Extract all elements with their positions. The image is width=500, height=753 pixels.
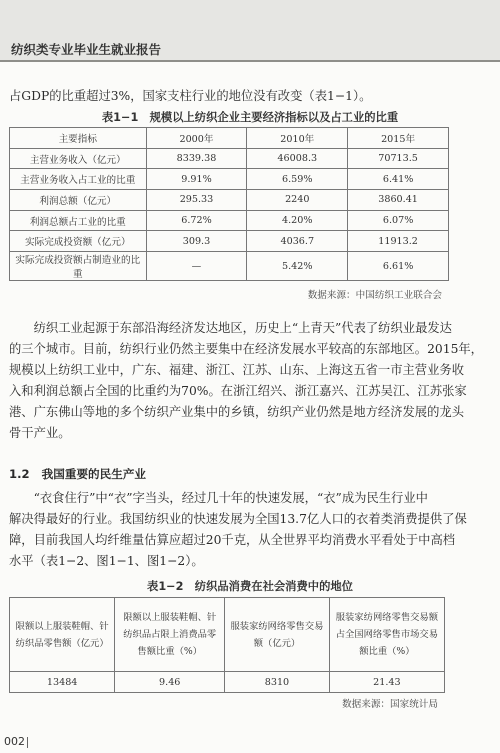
table-row bbox=[10, 672, 445, 693]
paragraph-line: 骨干产业。 bbox=[9, 426, 71, 440]
table1-cell: 6.72% bbox=[146, 210, 247, 231]
table1-source: 数据来源：中国纺织工业联合会 bbox=[307, 290, 442, 301]
table1-cell: 实际完成投资额（亿元） bbox=[10, 231, 147, 252]
table1-header-cell: 2015年 bbox=[348, 128, 449, 149]
paragraph-line: 规模以上纺织工业中，广东、福建、浙江、江苏、山东、上海这五省一市主营业务收 bbox=[9, 363, 464, 377]
paragraph-line: “衣食住行”中“衣”字当头，经过几十年的快速发展，“衣”成为民生行业中 bbox=[9, 491, 428, 505]
table-row bbox=[10, 231, 449, 252]
table2-header-cell: 限额以上服装鞋帽、针纺织品占限上消费品零售额比重（%） bbox=[115, 598, 225, 672]
header-divider bbox=[0, 60, 500, 62]
table1-cell: 6.07% bbox=[348, 210, 449, 231]
table1 bbox=[9, 127, 449, 281]
table1-cell: — bbox=[146, 252, 247, 281]
table-row bbox=[10, 169, 449, 190]
paragraph-2 bbox=[9, 488, 467, 572]
table1-cell: 46008.3 bbox=[247, 148, 348, 169]
intro-line: 占GDP的比重超过3%，国家支柱行业的地位没有改变（表1−1）。 bbox=[9, 89, 372, 103]
section-heading bbox=[9, 466, 146, 482]
section-title: 我国重要的民生产业 bbox=[41, 467, 147, 481]
table-row bbox=[10, 190, 449, 211]
table1-cell: 主营业务收入占工业的比重 bbox=[10, 169, 147, 190]
table2 bbox=[9, 597, 445, 693]
table2-source: 数据来源：国家统计局 bbox=[342, 699, 438, 710]
table1-header-cell: 2000年 bbox=[146, 128, 247, 149]
table1-cell: 4036.7 bbox=[247, 231, 348, 252]
table2-header-row bbox=[10, 598, 445, 672]
table2-caption: 表1−2 纺织品消费在社会消费中的地位 bbox=[147, 580, 353, 593]
paragraph-line: 入和利润总额占全国的比重约为70%。在浙江绍兴、浙江嘉兴、江苏吴江、江苏张家 bbox=[9, 384, 467, 398]
table1-cell: 6.41% bbox=[348, 169, 449, 190]
table1-header-cell: 2010年 bbox=[247, 128, 348, 149]
table1-cell: 6.59% bbox=[247, 169, 348, 190]
table2-cell: 21.43 bbox=[329, 672, 444, 693]
table2-header-cell: 服装家纺网络零售交易额占全国网络零售市场交易额比重（%） bbox=[329, 598, 444, 672]
table-row bbox=[10, 148, 449, 169]
table2-header-cell: 限额以上服装鞋帽、针纺织品零售额（亿元） bbox=[10, 598, 115, 672]
page-number-divider bbox=[27, 737, 28, 748]
table1-cell: 主营业务收入（亿元） bbox=[10, 148, 147, 169]
intro-text bbox=[9, 86, 447, 107]
table1-cell: 11913.2 bbox=[348, 231, 449, 252]
table2-header-cell: 服装家纺网络零售交易额（亿元） bbox=[225, 598, 330, 672]
table1-cell: 5.42% bbox=[247, 252, 348, 281]
table2-cell: 8310 bbox=[225, 672, 330, 693]
table2-cell: 9.46 bbox=[115, 672, 225, 693]
table1-cell: 8339.38 bbox=[146, 148, 247, 169]
table1-header-cell: 主要指标 bbox=[10, 128, 147, 149]
table1-cell: 70713.5 bbox=[348, 148, 449, 169]
running-header-title: 纺织类专业毕业生就业报告 bbox=[11, 42, 162, 57]
paragraph-line: 水平（表1−2、图1−1、图1−2）。 bbox=[9, 554, 204, 568]
table1-cell: 3860.41 bbox=[348, 190, 449, 211]
paragraph-line: 的三个城市。目前，纺织行业仍然主要集中在经济发展水平较高的东部地区。2015年， bbox=[9, 342, 483, 356]
table1-cell: 6.61% bbox=[348, 252, 449, 281]
running-header bbox=[0, 0, 500, 60]
paragraph-line: 纺织工业起源于东部沿海经济发达地区，历史上“上青天”代表了纺织业最发达 bbox=[9, 321, 452, 335]
paragraph-1 bbox=[9, 318, 483, 444]
table1-cell: 309.3 bbox=[146, 231, 247, 252]
table1-cell: 利润总额占工业的比重 bbox=[10, 210, 147, 231]
table1-cell: 实际完成投资额占制造业的比重 bbox=[10, 252, 147, 281]
table1-caption: 表1−1 规模以上纺织企业主要经济指标以及占工业的比重 bbox=[101, 111, 399, 124]
table1-header-row bbox=[10, 128, 449, 149]
paragraph-line: 港、广东佛山等地的多个纺织产业集中的乡镇，纺织产业仍然是地方经济发展的龙头 bbox=[9, 405, 464, 419]
paragraph-line: 障，目前我国人均纤维量估算应超过20千克，从全世界平均消费水平看处于中高档 bbox=[9, 533, 456, 547]
page-number: 002 bbox=[4, 735, 25, 748]
table-row bbox=[10, 210, 449, 231]
table2-cell: 13484 bbox=[10, 672, 115, 693]
table1-cell: 4.20% bbox=[247, 210, 348, 231]
table1-cell: 利润总额（亿元） bbox=[10, 190, 147, 211]
table1-cell: 9.91% bbox=[146, 169, 247, 190]
paragraph-line: 解决得最好的行业。我国纺织业的快速发展为全国13.7亿人口的衣着类消费提供了保 bbox=[9, 512, 467, 526]
table1-cell: 2240 bbox=[247, 190, 348, 211]
section-number: 1.2 bbox=[9, 467, 30, 481]
table1-cell: 295.33 bbox=[146, 190, 247, 211]
table-row bbox=[10, 252, 449, 281]
